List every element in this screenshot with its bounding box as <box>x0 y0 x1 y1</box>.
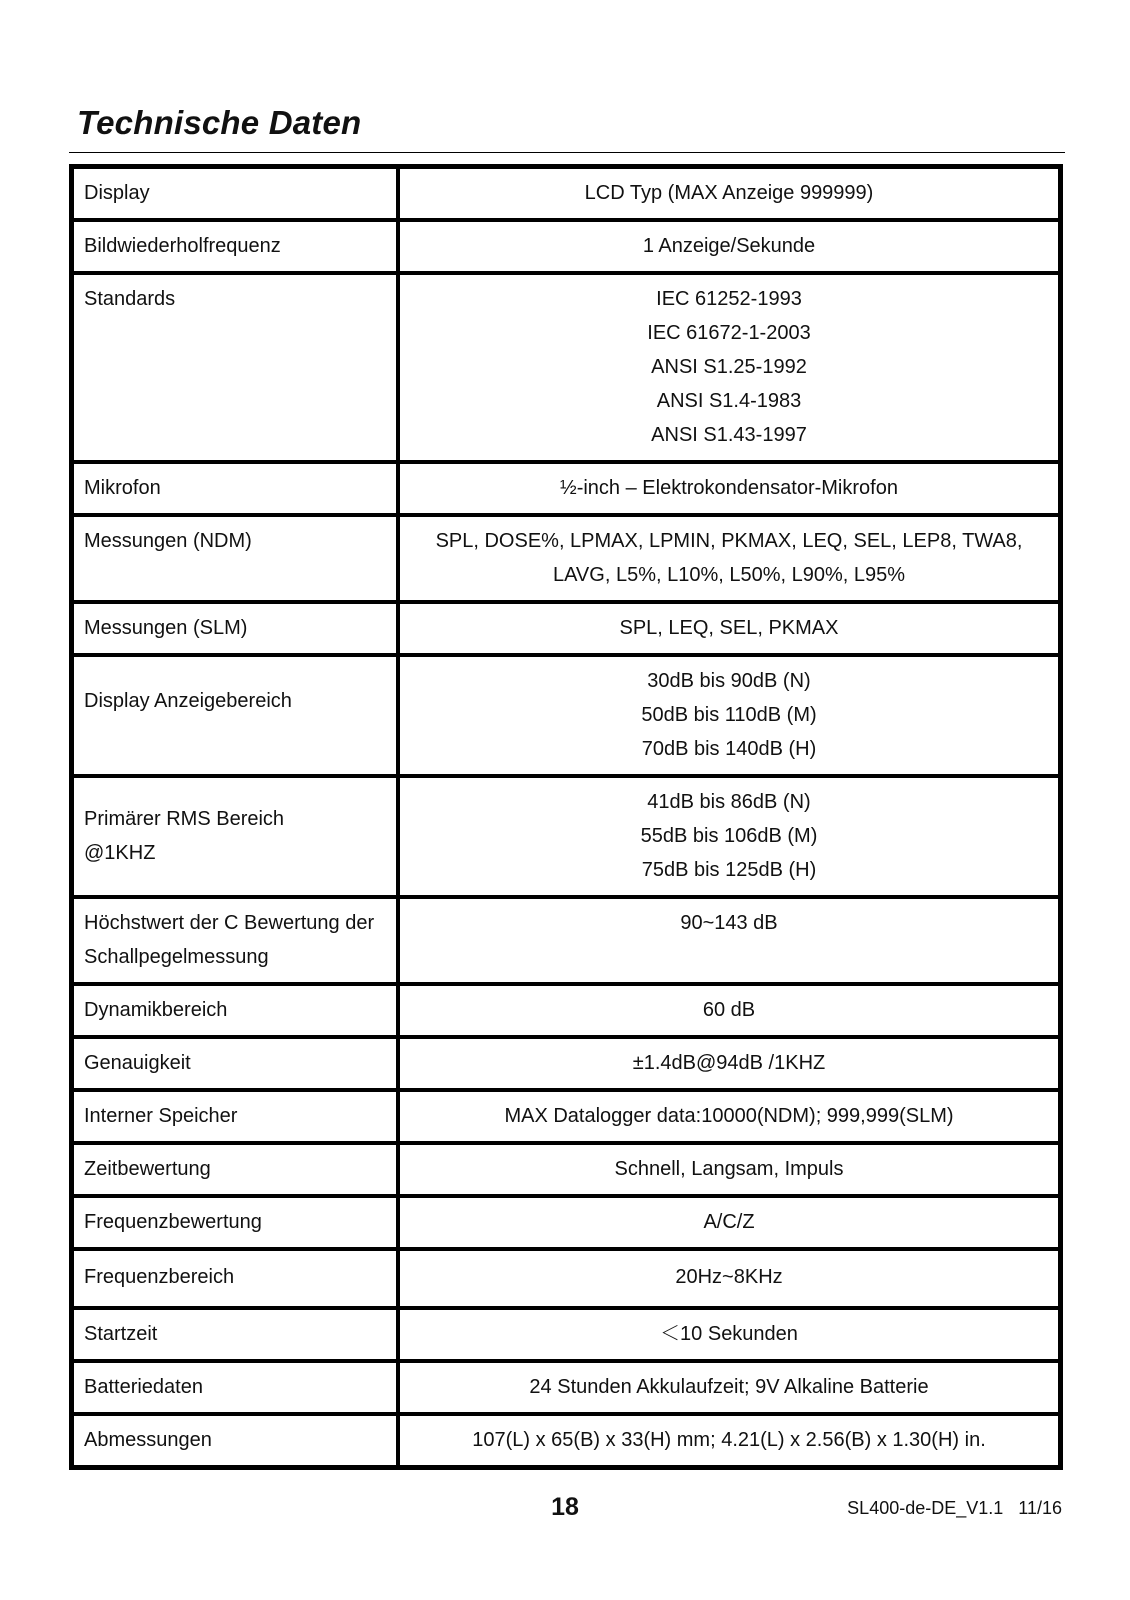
table-row <box>72 897 1060 984</box>
table-row <box>72 167 1060 220</box>
spec-table <box>69 164 1063 1470</box>
table-row <box>72 776 1060 897</box>
row-label: Bildwiederholfrequenz <box>72 220 398 273</box>
row-label: Mikrofon <box>72 462 398 515</box>
row-value: SPL, DOSE%, LPMAX, LPMIN, PKMAX, LEQ, SEL, LEP8, TWA8, LAVG, L5%, L10%, L50%, L90%, L95% <box>398 515 1060 602</box>
table-row <box>72 984 1060 1037</box>
row-label: Frequenzbewertung <box>72 1196 398 1249</box>
page-title: Technische Daten <box>77 104 362 141</box>
row-value: 1 Anzeige/Sekunde <box>398 220 1060 273</box>
table-row <box>72 655 1060 776</box>
row-label: Genauigkeit <box>72 1037 398 1090</box>
row-label: Display Anzeigebereich <box>72 655 398 776</box>
row-label: Primärer RMS Bereich @1KHZ <box>72 776 398 897</box>
row-value: 107(L) x 65(B) x 33(H) mm; 4.21(L) x 2.56(B) x 1.30(H) in. <box>398 1414 1060 1467</box>
table-row <box>72 1090 1060 1143</box>
row-value: 20Hz~8KHz <box>398 1249 1060 1308</box>
row-label: Standards <box>72 273 398 462</box>
row-value: MAX Datalogger data:10000(NDM); 999,999(SLM) <box>398 1090 1060 1143</box>
row-value: A/C/Z <box>398 1196 1060 1249</box>
table-row <box>72 602 1060 655</box>
row-label: Frequenzbereich <box>72 1249 398 1308</box>
row-value: 30dB bis 90dB (N) 50dB bis 110dB (M) 70dB bis 140dB (H) <box>398 655 1060 776</box>
row-value: SPL, LEQ, SEL, PKMAX <box>398 602 1060 655</box>
table-row <box>72 1037 1060 1090</box>
table-row <box>72 273 1060 462</box>
row-value: Schnell, Langsam, Impuls <box>398 1143 1060 1196</box>
table-row <box>72 220 1060 273</box>
row-label: Batteriedaten <box>72 1361 398 1414</box>
row-label: Dynamikbereich <box>72 984 398 1037</box>
row-label: Höchstwert der C Bewertung der Schallpegelmessung <box>72 897 398 984</box>
row-value: LCD Typ (MAX Anzeige 999999) <box>398 167 1060 220</box>
row-value: ±1.4dB@94dB /1KHZ <box>398 1037 1060 1090</box>
row-value: ½-inch – Elektrokondensator-Mikrofon <box>398 462 1060 515</box>
row-value: 90~143 dB <box>398 897 1060 984</box>
table-row <box>72 1196 1060 1249</box>
document-version: SL400-de-DE_V1.1 11/16 <box>847 1498 1062 1518</box>
page-number: 18 <box>551 1493 579 1521</box>
table-row <box>72 462 1060 515</box>
row-label: Display <box>72 167 398 220</box>
table-row <box>72 1414 1060 1467</box>
row-value: 24 Stunden Akkulaufzeit; 9V Alkaline Batterie <box>398 1361 1060 1414</box>
row-label: Zeitbewertung <box>72 1143 398 1196</box>
row-value: 41dB bis 86dB (N) 55dB bis 106dB (M) 75dB bis 125dB (H) <box>398 776 1060 897</box>
row-label: Abmessungen <box>72 1414 398 1467</box>
title-divider <box>69 152 1065 153</box>
table-row <box>72 1361 1060 1414</box>
table-row <box>72 515 1060 602</box>
row-label: Interner Speicher <box>72 1090 398 1143</box>
row-value: ＜10 Sekunden <box>398 1308 1060 1361</box>
table-row <box>72 1143 1060 1196</box>
row-value: 60 dB <box>398 984 1060 1037</box>
table-row <box>72 1249 1060 1308</box>
row-value: IEC 61252-1993 IEC 61672-1-2003 ANSI S1.25-1992 ANSI S1.4-1983 ANSI S1.43-1997 <box>398 273 1060 462</box>
row-label: Startzeit <box>72 1308 398 1361</box>
table-row <box>72 1308 1060 1361</box>
row-label: Messungen (NDM) <box>72 515 398 602</box>
row-label: Messungen (SLM) <box>72 602 398 655</box>
